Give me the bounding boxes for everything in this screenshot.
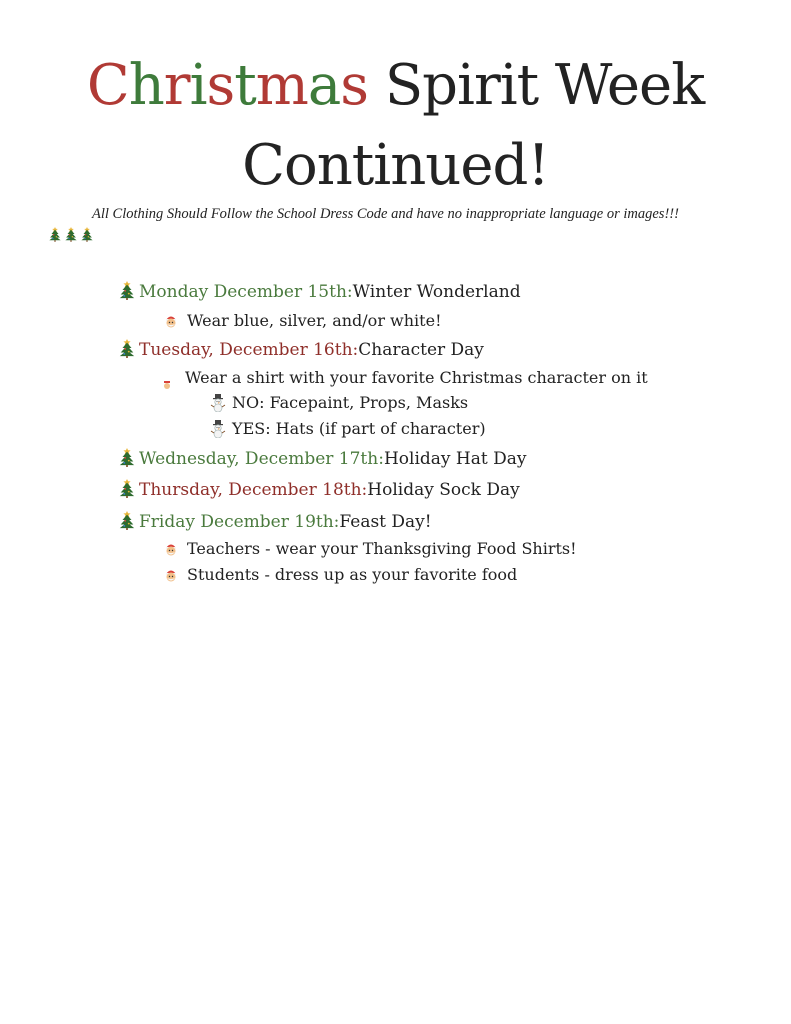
santa-face-icon <box>163 541 179 557</box>
list-item-tuesday-yes <box>210 419 486 438</box>
day-event: Holiday Hat Day <box>383 449 527 469</box>
christmas-tree-icon <box>80 226 94 242</box>
title-letter: a <box>307 53 341 118</box>
page-title-line-2 <box>0 133 791 198</box>
list-item-friday <box>118 512 432 532</box>
detail-text: Students - dress up as your favorite food <box>187 565 518 584</box>
detail-text: Teachers - wear your Thanksgiving Food Shirts! <box>187 539 577 558</box>
christmas-tree-icon <box>48 226 62 242</box>
decorative-trees <box>48 226 94 242</box>
title-letter: s <box>340 53 369 118</box>
day-date: Thursday, December 18th: <box>139 480 368 500</box>
day-date: Tuesday, December 16th: <box>139 340 359 360</box>
list-item-tuesday-no <box>210 393 468 412</box>
day-event: Holiday Sock Day <box>367 480 520 500</box>
list-item-wednesday <box>118 449 526 469</box>
day-event: Feast Day! <box>339 512 432 532</box>
day-date: Wednesday, December 17th: <box>139 449 384 469</box>
day-date: Monday December 15th: <box>139 282 353 302</box>
list-item-monday <box>118 282 521 302</box>
list-item-friday-teachers <box>163 539 577 558</box>
day-event: Character Day <box>358 340 484 360</box>
christmas-tree-icon <box>118 338 136 358</box>
santa-face-icon <box>163 567 179 583</box>
title-continued: Continued! <box>242 133 549 198</box>
title-rest: Spirit Week <box>368 53 705 118</box>
christmas-tree-icon <box>118 510 136 530</box>
day-event: Winter Wonderland <box>352 282 521 302</box>
title-letter: r <box>163 53 190 118</box>
santa-face-icon <box>163 313 179 329</box>
list-item-tuesday <box>118 340 484 360</box>
title-letter: t <box>234 53 256 118</box>
title-letter: s <box>206 53 235 118</box>
day-date: Friday December 19th: <box>139 512 340 532</box>
detail-text: YES: Hats (if part of character) <box>232 419 486 438</box>
list-item-tuesday-detail <box>163 368 648 387</box>
title-letter: m <box>255 53 308 118</box>
snowman-icon <box>210 420 226 438</box>
list-item-thursday <box>118 480 520 500</box>
detail-text: Wear blue, silver, and/or white! <box>187 311 442 330</box>
dress-code-note: All Clothing Should Follow the School Dress Code and have no inappropriate language or images!!! <box>92 206 679 222</box>
title-letter: C <box>86 53 129 118</box>
christmas-tree-icon <box>118 280 136 300</box>
christmas-tree-icon <box>64 226 78 242</box>
list-item-friday-students <box>163 565 517 584</box>
christmas-tree-icon <box>118 447 136 467</box>
title-letter: i <box>189 53 207 118</box>
christmas-tree-icon <box>118 478 136 498</box>
list-item-monday-detail <box>163 311 442 330</box>
detail-text: Wear a shirt with your favorite Christmas character on it <box>185 368 648 387</box>
snowman-icon <box>210 394 226 412</box>
detail-text: NO: Facepaint, Props, Masks <box>232 393 469 412</box>
title-letter: h <box>128 53 164 118</box>
title-word-christmas <box>87 53 368 118</box>
page-title-line-1 <box>0 53 791 118</box>
small-face-icon <box>163 374 171 382</box>
